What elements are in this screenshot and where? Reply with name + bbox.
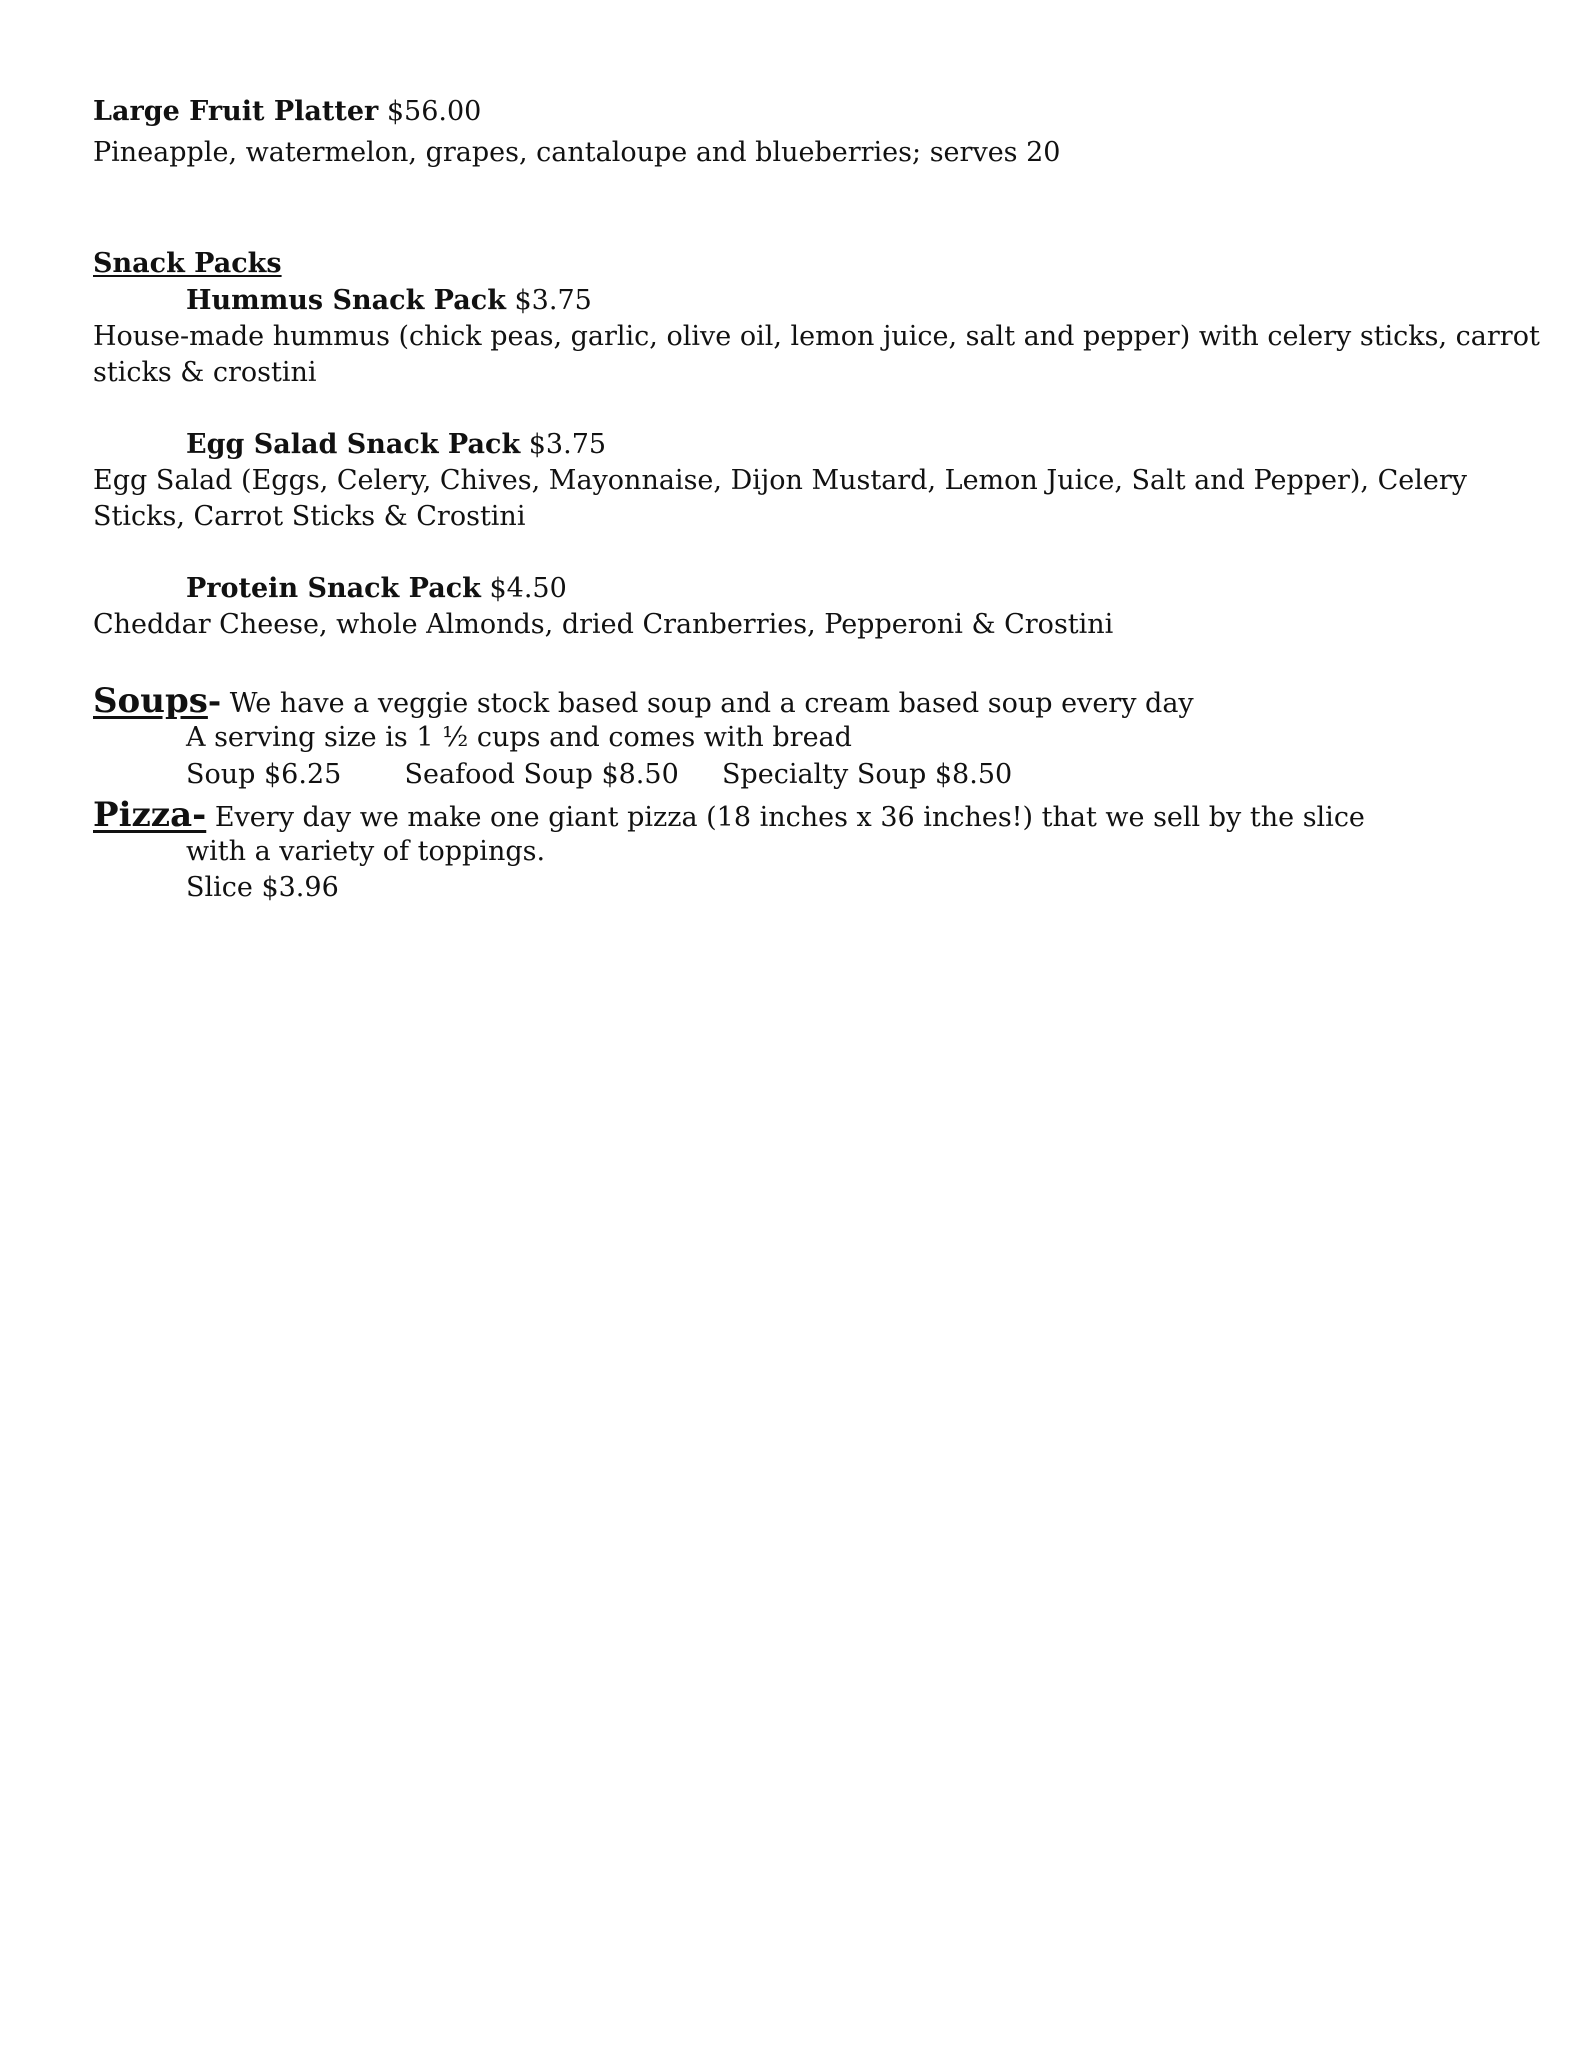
- item-name: Protein Snack Pack: [186, 573, 481, 604]
- item-price: $3.75: [528, 429, 607, 460]
- soups-prices: [186, 757, 1012, 793]
- egg-salad-pack-description-line2: Sticks, Carrot Sticks & Crostini: [93, 501, 526, 532]
- item-price: $3.75: [514, 285, 592, 316]
- specialty-soup-price: Specialty Soup $8.50: [721, 759, 1013, 790]
- soup-price: Soup $6.25: [186, 759, 342, 790]
- egg-salad-pack-description-line1: Egg Salad (Eggs, Celery, Chives, Mayonnaise, Dijon Mustard, Lemon Juice, Salt and Pepper), Celery: [93, 465, 1468, 496]
- soups-intro-text: We have a veggie stock based soup and a cream based soup every day: [229, 688, 1194, 719]
- hummus-pack-description-line1: House-made hummus (chick peas, garlic, olive oil, lemon juice, salt and pepper) with celery sticks, carrot: [93, 321, 1540, 352]
- pizza-heading: Pizza-: [93, 795, 207, 835]
- fruit-platter-description: Pineapple, watermelon, grapes, cantaloupe and blueberries; serves 20: [93, 137, 1061, 168]
- soups-heading-dash: -: [207, 682, 222, 720]
- fruit-platter-title: [93, 94, 481, 130]
- pizza-intro-text: Every day we make one giant pizza (18 inches x 36 inches!) that we sell by the slice: [214, 802, 1365, 833]
- item-name: Hummus Snack Pack: [186, 285, 506, 316]
- hummus-pack-title: [186, 283, 592, 319]
- soups-section-intro: [93, 683, 1194, 722]
- pizza-toppings-line: with a variety of toppings.: [186, 836, 546, 867]
- egg-salad-pack-title: [186, 427, 606, 463]
- protein-pack-title: [186, 571, 567, 607]
- item-name: Egg Salad Snack Pack: [186, 429, 521, 460]
- soups-serving-size: A serving size is 1 ½ cups and comes with bread: [186, 722, 852, 753]
- protein-pack-description: Cheddar Cheese, whole Almonds, dried Cranberries, Pepperoni & Crostini: [93, 609, 1114, 640]
- hummus-pack-description-line2: sticks & crostini: [93, 357, 317, 388]
- item-name: Large Fruit Platter: [93, 96, 379, 127]
- item-price: $56.00: [386, 96, 482, 127]
- pizza-slice-price: Slice $3.96: [186, 872, 339, 903]
- item-price: $4.50: [489, 573, 567, 604]
- snack-packs-heading: Snack Packs: [93, 248, 282, 279]
- pizza-section-intro: [93, 797, 1365, 836]
- seafood-soup-price: Seafood Soup $8.50: [404, 759, 679, 790]
- soups-heading: Soups: [93, 681, 208, 721]
